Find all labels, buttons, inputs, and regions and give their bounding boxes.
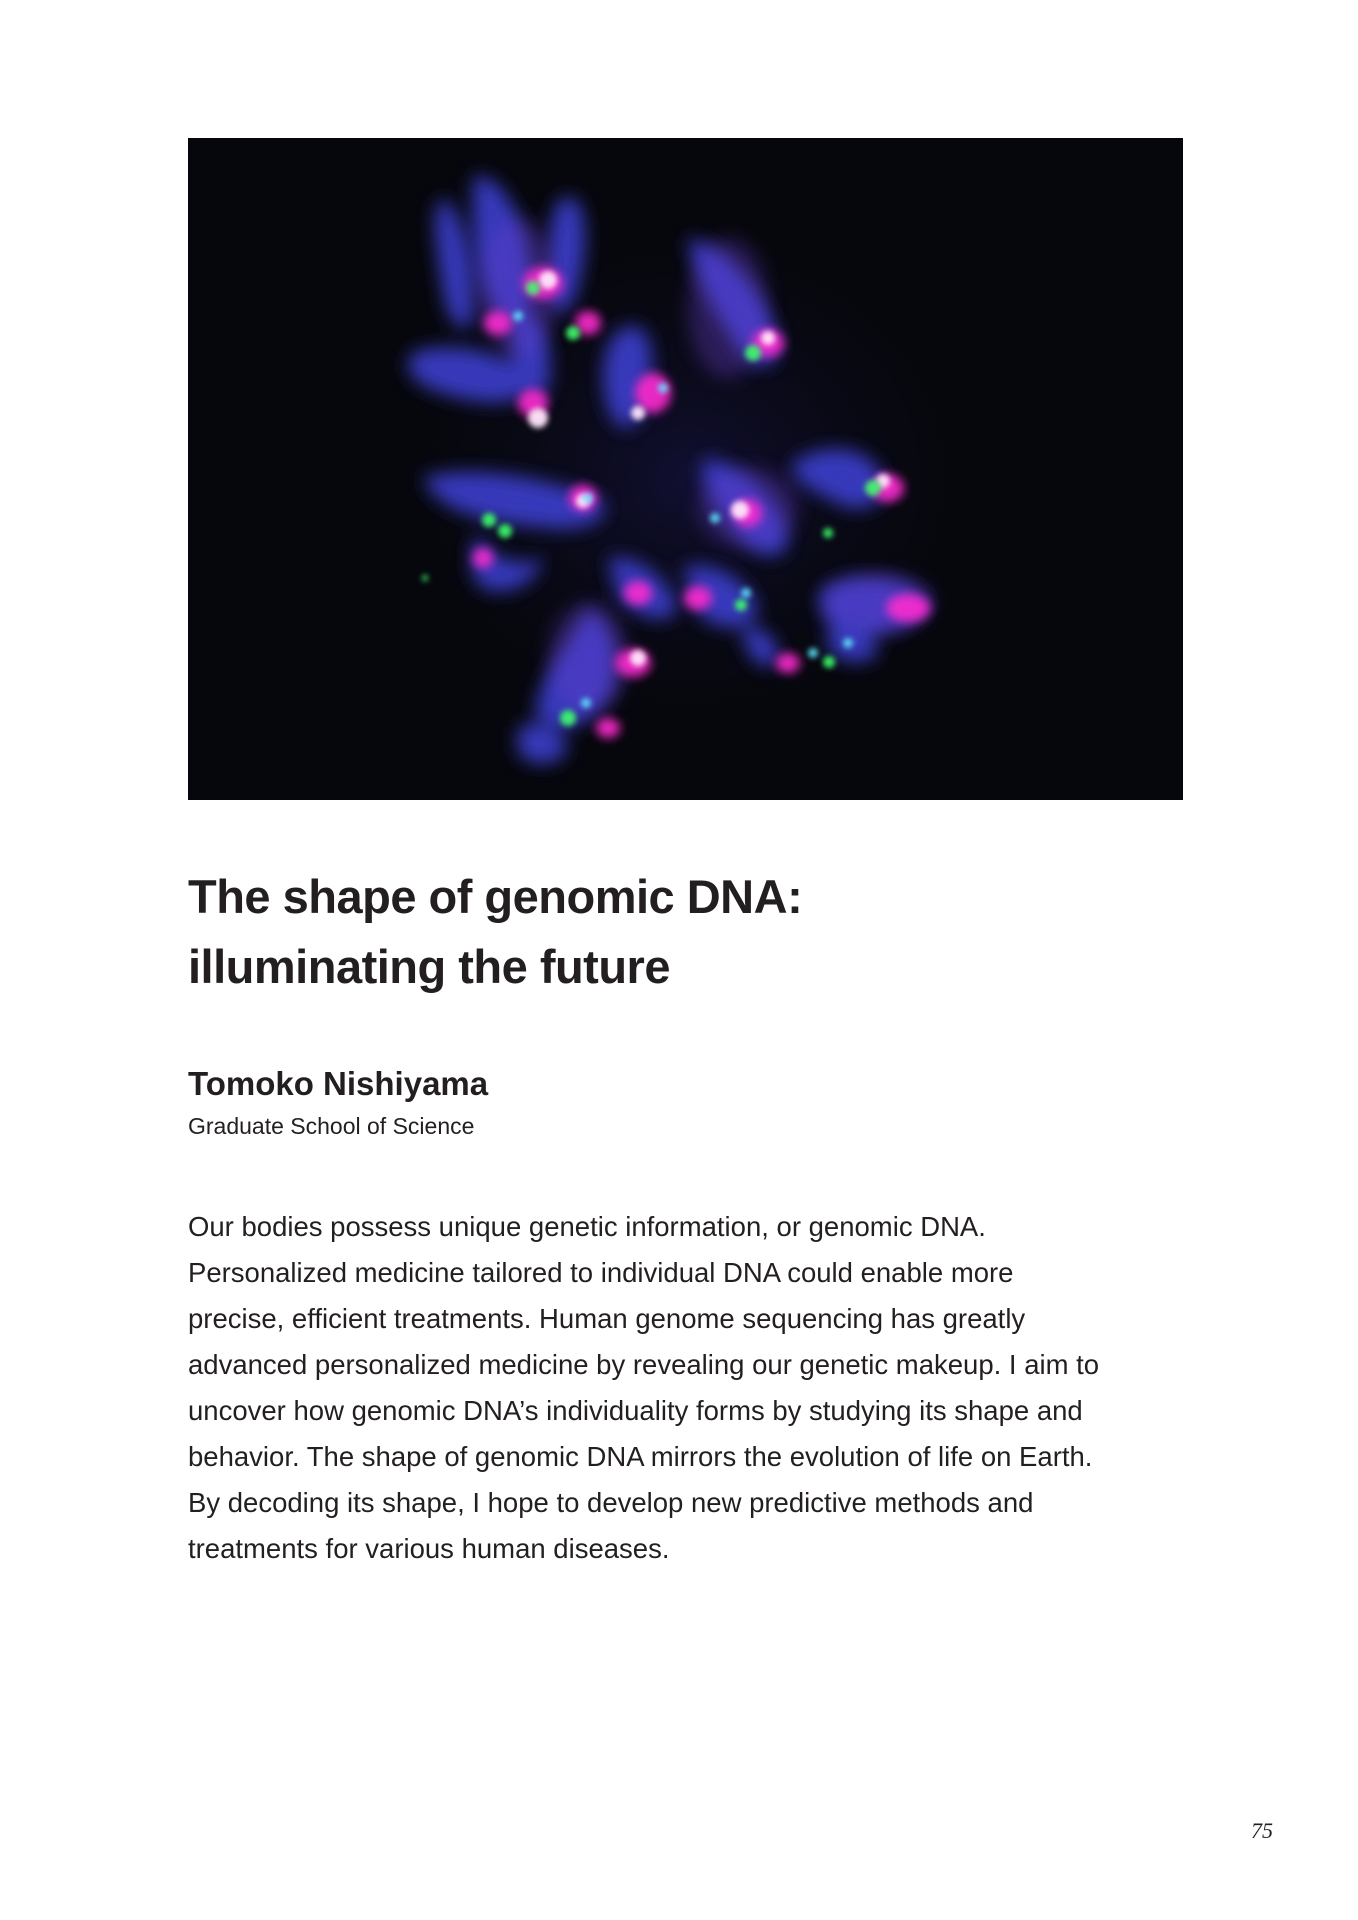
article-title-line-1: The shape of genomic DNA: <box>188 870 803 923</box>
article-body <box>188 1204 1188 1572</box>
author-name: Tomoko Nishiyama <box>188 1065 489 1102</box>
body-line: Personalized medicine tailored to individual DNA could enable more <box>188 1257 1014 1288</box>
chromosome-micrograph-image <box>188 138 1183 800</box>
body-line: uncover how genomic DNA’s individuality forms by studying its shape and <box>188 1395 1083 1426</box>
article-title-line-2: illuminating the future <box>188 940 670 993</box>
chromosome-micrograph <box>188 138 1183 800</box>
author-affiliation: Graduate School of Science <box>188 1113 475 1139</box>
body-line: advanced personalized medicine by revealing our genetic makeup. I aim to <box>188 1349 1100 1380</box>
article-title <box>188 862 1188 1002</box>
body-line: Our bodies possess unique genetic information, or genomic DNA. <box>188 1211 986 1242</box>
body-line: behavior. The shape of genomic DNA mirrors the evolution of life on Earth. <box>188 1441 1093 1472</box>
page-number: 75 <box>1251 1818 1273 1843</box>
body-line: By decoding its shape, I hope to develop new predictive methods and <box>188 1487 1034 1518</box>
body-line: treatments for various human diseases. <box>188 1533 670 1564</box>
body-line: precise, efficient treatments. Human genome sequencing has greatly <box>188 1303 1026 1334</box>
